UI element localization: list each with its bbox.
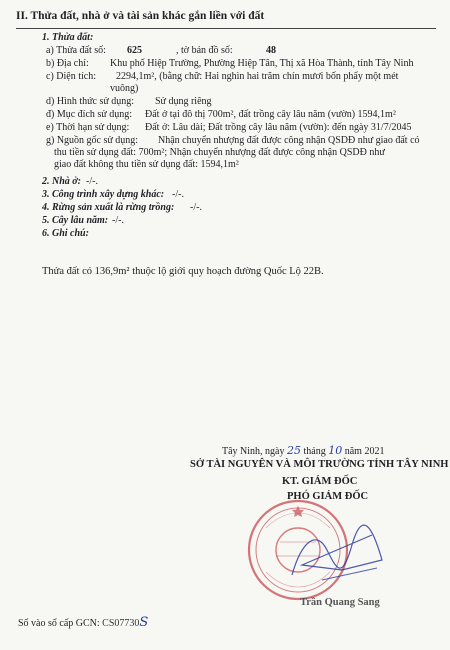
notes-label: 6. Ghi chú: [42, 228, 89, 239]
agency-name: SỞ TÀI NGUYÊN VÀ MÔI TRƯỜNG TỈNH TÂY NINH [190, 459, 449, 470]
position-title: PHÓ GIÁM ĐỐC [287, 491, 369, 502]
perennial-label: 5. Cây lâu năm: [42, 215, 109, 226]
address-value: Khu phố Hiệp Trường, Phường Hiệp Tân, Thị xã Hòa Thành, tỉnh Tây Ninh [110, 58, 414, 69]
origin-value-line1: Nhận chuyển nhượng đất được công nhận QSDĐ như giao đất có [158, 135, 420, 146]
gcn-entry-number: CS07730 [102, 618, 140, 629]
sheet-label: , tờ bản đồ số: [176, 45, 233, 56]
land-heading: 1. Thửa đất: [42, 32, 94, 43]
year-label: năm [344, 446, 362, 457]
signing-month: 10 [328, 444, 343, 457]
purpose-value: Đất ở tại đô thị 700m², đất trồng cây lâu năm (vườn) 1594,1m² [145, 109, 396, 120]
house-label: 2. Nhà ở: [42, 176, 81, 187]
address-label: b) Địa chỉ: [46, 58, 89, 69]
signing-date [222, 444, 384, 457]
on-behalf-title: KT. GIÁM ĐỐC [282, 476, 358, 487]
signing-place: Tây Ninh, ngày [222, 446, 285, 457]
construction-label: 3. Công trình xây dựng khác: [42, 189, 165, 200]
forest-value: -/-. [190, 202, 202, 213]
note-text: Thửa đất có 136,9m² thuộc lộ giới quy hoạch đường Quốc Lộ 22B. [42, 266, 324, 277]
house-value: -/-. [86, 176, 98, 187]
parcel-row [46, 45, 106, 57]
gcn-entry-suffix: S [139, 615, 149, 630]
origin-label: g) Nguồn gốc sử dụng: [46, 135, 139, 146]
gcn-entry-label: Số vào sổ cấp GCN: [18, 618, 100, 629]
parcel-label: a) Thửa đất số: [46, 45, 106, 56]
purpose-label: đ) Mục đích sử dụng: [46, 109, 132, 120]
use-form-value: Sử dụng riêng [155, 96, 212, 107]
term-value: Đất ở: Lâu dài; Đất trồng cây lâu năm (vườn): đến ngày 31/7/2045 [145, 122, 412, 133]
area-value-line1: 2294,1m², (bằng chữ: Hai nghìn hai trăm chín mươi bốn phẩy một mét [116, 71, 399, 82]
term-label: e) Thời hạn sử dụng: [46, 122, 130, 133]
signature-icon [282, 520, 392, 590]
signing-year: 2021 [364, 446, 385, 457]
section-title: II. Thửa đất, nhà ở và tài sản khác gắn liền với đất [16, 10, 265, 22]
use-form-label: d) Hình thức sử dụng: [46, 96, 135, 107]
forest-label: 4. Rừng sản xuất là rừng trồng: [42, 202, 175, 213]
signer-name: Trần Quang Sang [300, 597, 380, 608]
signing-day: 25 [287, 444, 301, 457]
area-value-line2: vuông) [110, 83, 139, 94]
construction-value: -/-. [172, 189, 184, 200]
gcn-entry [18, 615, 148, 630]
origin-value-line3: giao đất không thu tiền sử dụng đất: 1594,1m² [54, 159, 239, 170]
origin-value-line2: thu tiền sử dụng đất: 700m²; Nhận chuyển nhượng đất được công nhận QSDĐ như [54, 147, 385, 158]
perennial-value: -/-. [112, 215, 124, 226]
section-divider [16, 28, 436, 29]
area-label: c) Diện tích: [46, 71, 96, 82]
sheet-number: 48 [266, 45, 276, 56]
month-label: tháng [303, 446, 326, 457]
parcel-number: 625 [127, 45, 142, 56]
